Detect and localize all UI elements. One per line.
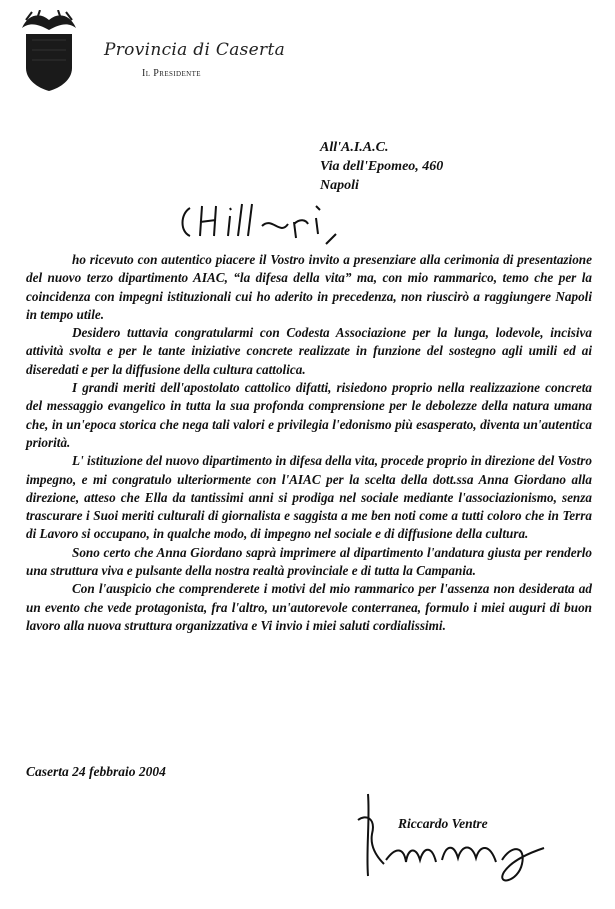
body-paragraph: Con l'auspicio che comprenderete i motivi del mio rammarico per l'assenza non desiderata ad un evento che vede protagonista, fra l'altro, un'autorevole conterranea, formulo i miei auguri di buon lavoro alla nuova struttura organizzativa e Vi invio i miei saluti cordialissimi. <box>26 581 592 633</box>
place-and-date: Caserta 24 febbraio 2004 <box>26 764 166 779</box>
handwritten-signature <box>346 790 556 890</box>
body-paragraph: I grandi meriti dell'apostolato cattolico difatti, risiedono proprio nella realizzazione concreta del messaggio evangelico in tutta la sua profonda comprensione per le debolezze della natura umana che, in un'epoca storica che nega tali valori e privilegia l'edonismo più esasperato, diventa un'autentica priorità. <box>26 380 592 450</box>
body-paragraph: ho ricevuto con autentico piacere il Vostro invito a presenziare alla cerimonia di presentazione del nuovo terzo dipartimento AIAC, “la difesa della vita” ma, con mio rammarico, temo che per la coincidenza con impegni istituzionali cui ho aderito in precedenza, non riuscirò a raggiungere Napoli in tempo utile. <box>26 252 592 322</box>
handwritten-salutation <box>176 196 396 246</box>
body-paragraph: Sono certo che Anna Giordano saprà imprimere al dipartimento l'andatura giusta per renderlo una struttura viva e pulsante della nostra realtà provinciale e di tutta la Campania. <box>26 544 592 579</box>
recipient-line-3: Napoli <box>320 178 359 193</box>
recipient-address <box>320 138 443 195</box>
body-paragraph: Desidero tuttavia congratularmi con Codesta Associazione per la lunga, lodevole, incisiva attività svolta e per le tante iniziative concrete realizzate in funzione del sostegno agli umili ed ai diseredati e per la diffusione della cultura cattolica. <box>26 325 592 377</box>
recipient-line-2: Via dell'Epomeo, 460 <box>320 159 444 174</box>
coat-of-arms-icon <box>18 10 80 92</box>
body-paragraph: L' istituzione del nuovo dipartimento in difesa della vita, procede proprio in direzione del Vostro impegno, e mi congratulo ulteriormente con l'AIAC per la scelta della dott.ssa Anna Giordano alla direzione, atteso che Ella da tantissimi anni si prodiga nel sociale mediante l'associazionismo, senza trascurare i Suoi meriti culturali di giornalista e saggista a me ben noti come a tutti coloro che in Terra di Lavoro si occupano, in qualche modo, di impegno nel sociale e di diffusione della cultura. <box>26 453 592 542</box>
signer-name: Riccardo Ventre <box>398 816 488 831</box>
letterhead <box>18 10 318 100</box>
province-name: Provincia di Caserta <box>104 40 286 60</box>
letter-body <box>26 251 592 635</box>
president-title: Il Presidente <box>142 68 201 79</box>
recipient-line-1: All'A.I.A.C. <box>320 140 389 155</box>
